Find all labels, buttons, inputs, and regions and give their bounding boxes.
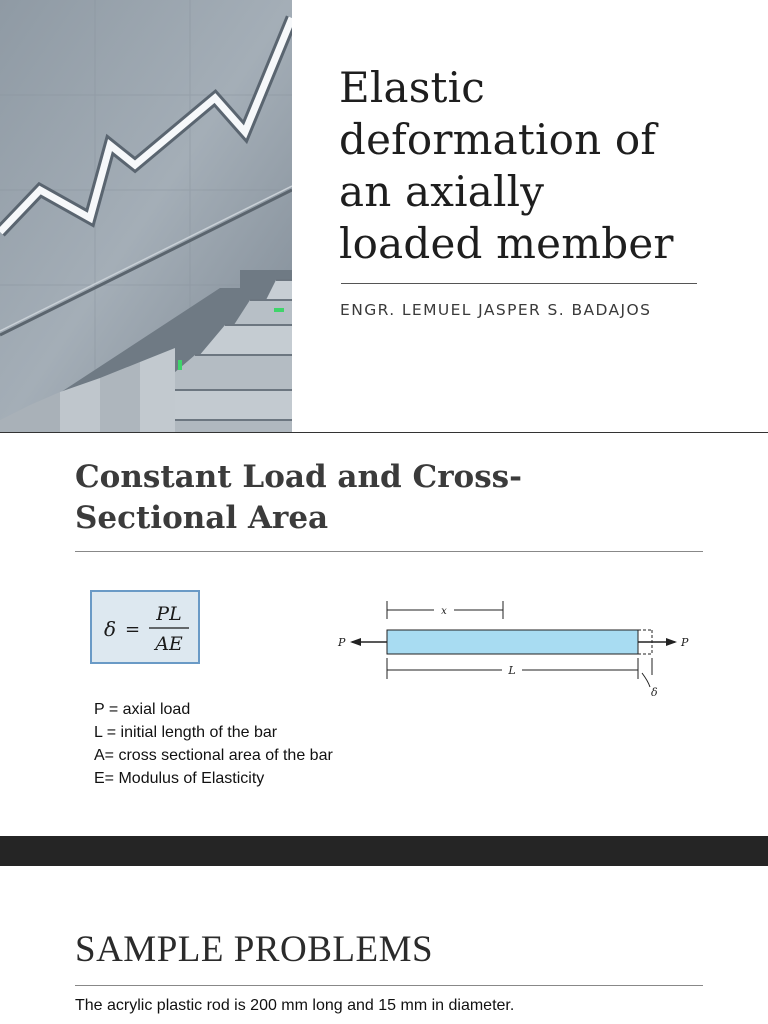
bar-member xyxy=(387,630,638,654)
left-load-label: P xyxy=(338,636,346,649)
deformation-formula xyxy=(90,590,200,664)
definition-item: A= cross sectional area of the bar xyxy=(94,747,333,764)
formula-delta: δ xyxy=(104,617,117,641)
right-arrow-icon xyxy=(666,638,677,646)
right-load-label: P xyxy=(681,636,689,649)
formula-numerator: PL xyxy=(156,603,182,625)
title-divider xyxy=(341,283,697,284)
presentation-title xyxy=(339,62,749,270)
problem-text: The acrylic plastic rod is 200 mm long and 15 mm in diameter. xyxy=(75,997,515,1014)
author-name: ENGR. LEMUEL JASPER S. BADAJOS xyxy=(340,301,652,319)
sample-problems-slide xyxy=(0,866,768,1024)
heading-line: Sectional Area xyxy=(75,500,329,536)
x-label: x xyxy=(441,606,447,617)
constant-load-slide xyxy=(0,433,768,836)
formula-equals: = xyxy=(125,619,141,640)
staircase-chart-photo xyxy=(0,0,292,432)
heading-divider xyxy=(75,551,703,552)
definition-item: L = initial length of the bar xyxy=(94,724,278,741)
slide-heading xyxy=(75,457,715,539)
slide-heading: SAMPLE PROBLEMS xyxy=(75,929,434,970)
definition-item: P = axial load xyxy=(94,701,191,718)
title-line: an axially xyxy=(339,167,545,216)
length-label: L xyxy=(508,664,516,677)
heading-line: Constant Load and Cross- xyxy=(75,459,522,495)
title-line: loaded member xyxy=(339,219,674,268)
title-slide xyxy=(0,0,768,432)
title-line: deformation of xyxy=(339,115,657,164)
deformation-label: δ xyxy=(651,686,658,699)
definition-item: E= Modulus of Elasticity xyxy=(94,770,265,787)
left-arrow-icon xyxy=(350,638,361,646)
title-line: Elastic xyxy=(339,63,485,112)
axially-loaded-bar-diagram xyxy=(330,593,700,703)
formula-denominator: AE xyxy=(155,633,183,655)
slide-separator-band xyxy=(0,836,768,866)
variable-definitions xyxy=(94,698,333,790)
heading-divider xyxy=(75,985,703,986)
